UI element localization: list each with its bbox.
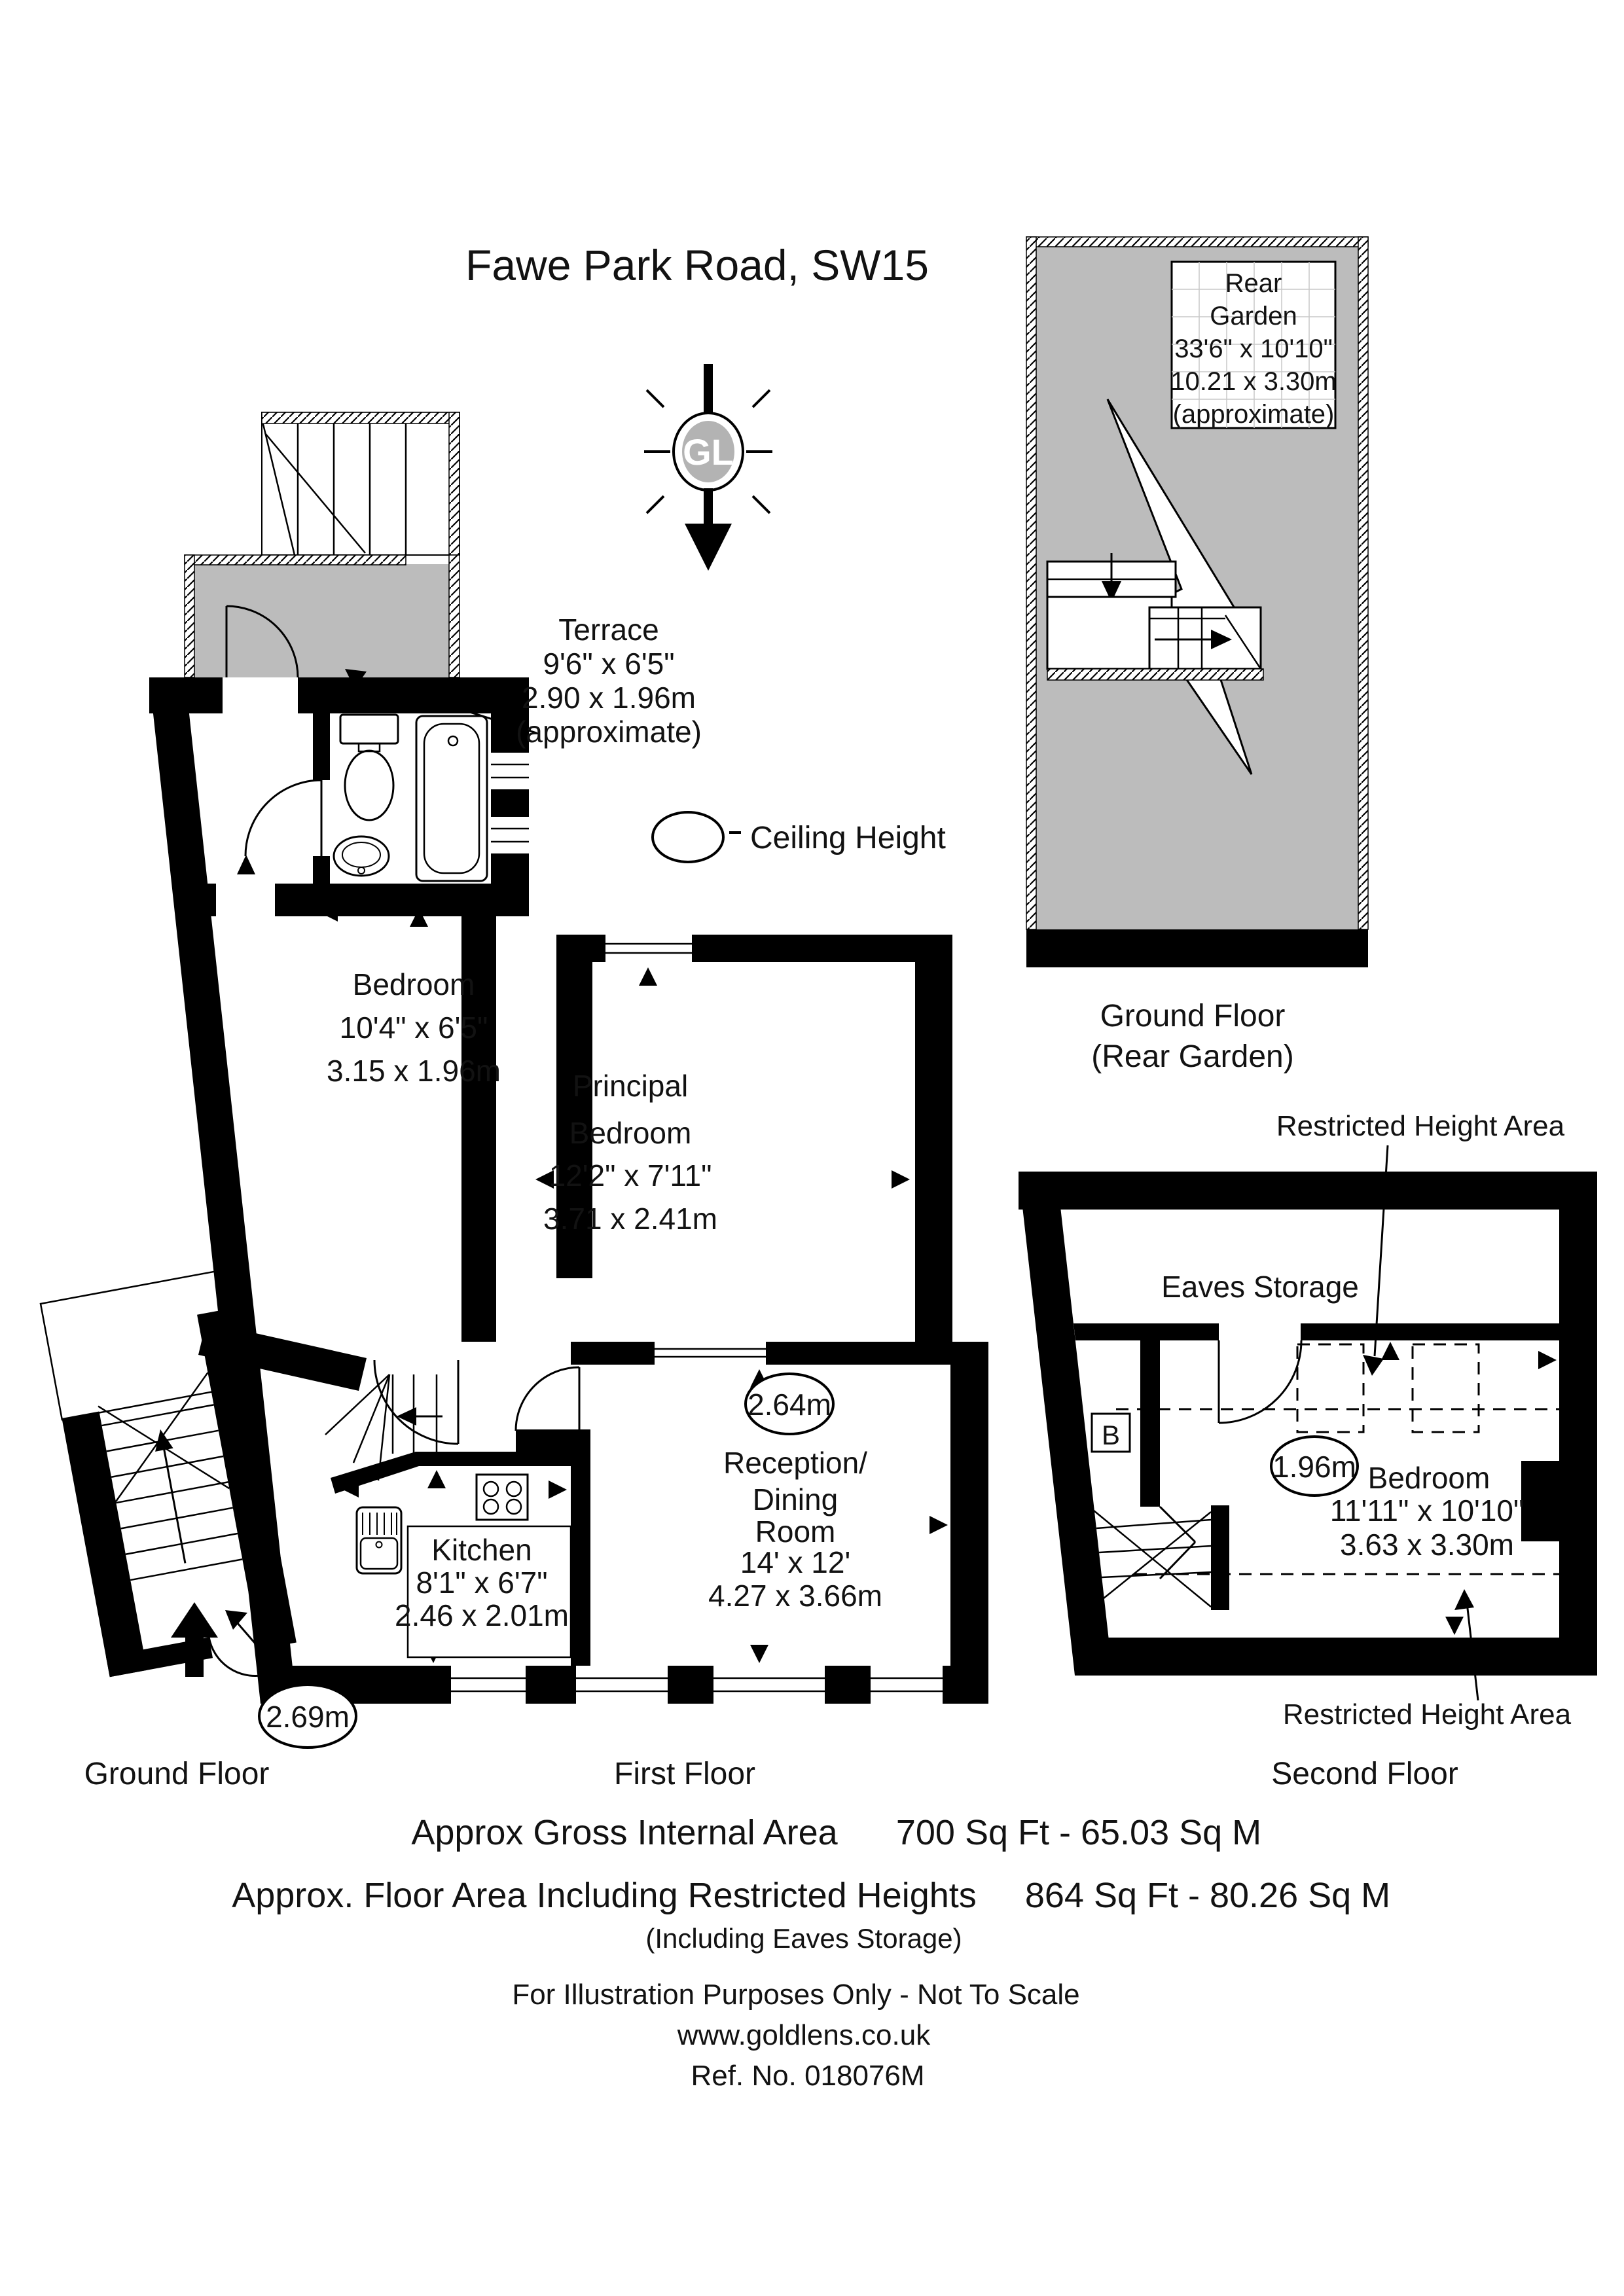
svg-text:10'4" x 6'5": 10'4" x 6'5" xyxy=(339,1011,488,1045)
opening-arrow-down xyxy=(750,1645,768,1663)
reception-wall-right xyxy=(950,1342,988,1704)
svg-text:2.69m: 2.69m xyxy=(266,1700,350,1734)
basin-icon xyxy=(334,836,389,876)
entrance-arrow-icon xyxy=(171,1602,218,1677)
svg-text:11'11" x 10'10": 11'11" x 10'10" xyxy=(1329,1494,1525,1528)
sf-ceiling-height xyxy=(1271,1437,1358,1496)
website: www.goldlens.co.uk xyxy=(677,2019,931,2051)
svg-text:12'2" x 7'11": 12'2" x 7'11" xyxy=(549,1158,712,1193)
bathroom-wall-left-b xyxy=(313,856,330,884)
reception-dining-room xyxy=(571,1342,988,1704)
terrace-stairs xyxy=(262,412,460,555)
window xyxy=(451,1666,526,1704)
opening-arrow-right xyxy=(929,1516,948,1534)
disclaimer: For Illustration Purposes Only - Not To Scale xyxy=(512,1979,1080,2011)
boiler-box xyxy=(1092,1414,1130,1452)
ceiling-height-legend xyxy=(653,812,946,862)
svg-text:(approximate): (approximate) xyxy=(516,715,702,749)
svg-text:Dining: Dining xyxy=(752,1482,839,1516)
first-floor-plan xyxy=(149,412,988,1704)
svg-text:Reception/: Reception/ xyxy=(723,1446,867,1480)
north-arrow-icon xyxy=(685,524,732,571)
sf-wall-bottom xyxy=(1075,1638,1597,1676)
svg-text:Bedroom: Bedroom xyxy=(352,967,475,1001)
opening-arrow-down xyxy=(1445,1617,1464,1635)
page-title: Fawe Park Road, SW15 xyxy=(465,241,929,289)
ground-floor-caption: Ground Floor xyxy=(84,1757,270,1791)
eaves-storage-label: Eaves Storage xyxy=(1161,1270,1359,1304)
garden-caption-line1: Ground Floor xyxy=(1100,999,1286,1033)
hall-wall-stub xyxy=(516,1429,590,1454)
svg-text:Restricted Height Area: Restricted Height Area xyxy=(1282,1698,1572,1731)
reception-partition-window xyxy=(655,1342,766,1365)
svg-text:1.96m: 1.96m xyxy=(1272,1450,1356,1484)
bedroom-divider-wall xyxy=(461,884,496,1342)
restricted-area-value: 864 Sq Ft - 80.26 Sq M xyxy=(1024,1876,1391,1915)
garden-label-box xyxy=(1170,262,1337,429)
garden-wall-left xyxy=(1026,237,1036,929)
svg-text:2.46 x 2.01m: 2.46 x 2.01m xyxy=(395,1598,569,1632)
sf-closet-wall xyxy=(1140,1340,1160,1507)
principal-window xyxy=(605,935,692,962)
gross-area-value: 700 Sq Ft - 65.03 Sq M xyxy=(895,1813,1262,1852)
opening-arrow-up xyxy=(427,1470,446,1488)
principal-bedroom xyxy=(535,935,952,1344)
hall-opening-arrow xyxy=(237,855,255,874)
svg-text:Restricted Height Area: Restricted Height Area xyxy=(1276,1110,1565,1142)
svg-text:Terrace: Terrace xyxy=(558,613,659,647)
first-floor-caption: First Floor xyxy=(614,1757,755,1791)
opening-arrow-right xyxy=(892,1170,910,1189)
opening-arrow-up xyxy=(1381,1342,1399,1360)
svg-text:9'6" x 6'5": 9'6" x 6'5" xyxy=(543,647,675,681)
including-note: (Including Eaves Storage) xyxy=(645,1923,962,1954)
svg-text:8'1" x 6'7": 8'1" x 6'7" xyxy=(416,1566,548,1600)
bathtub-icon xyxy=(416,716,487,881)
svg-text:3.63 x 3.30m: 3.63 x 3.30m xyxy=(1340,1528,1514,1562)
opening-arrow-right xyxy=(1538,1351,1557,1369)
svg-text:(approximate): (approximate) xyxy=(1172,400,1335,429)
footer xyxy=(232,1813,1390,2092)
wall-top xyxy=(149,677,529,713)
eaves-door xyxy=(1219,1340,1301,1423)
window xyxy=(713,1666,825,1704)
sf-divider-left xyxy=(1074,1323,1219,1340)
restricted-area-label: Approx. Floor Area Including Restricted Heights xyxy=(232,1876,977,1915)
compass-logo: GL xyxy=(683,431,734,473)
sf-stairs xyxy=(1094,1505,1229,1610)
svg-text:3.71 x 2.41m: 3.71 x 2.41m xyxy=(543,1202,717,1236)
reference-number: Ref. No. 018076M xyxy=(691,2060,925,2092)
opening-arrow-up xyxy=(639,967,657,986)
svg-text:3.15 x 1.96m: 3.15 x 1.96m xyxy=(327,1054,501,1088)
svg-text:Bedroom: Bedroom xyxy=(1367,1461,1490,1495)
rear-garden-plan xyxy=(1026,237,1368,1074)
svg-text:2.64m: 2.64m xyxy=(748,1388,831,1422)
closet-door xyxy=(1160,1507,1195,1579)
kitchen-divider-wall xyxy=(571,1452,590,1666)
principal-wall-right xyxy=(915,935,952,1344)
bathroom-door xyxy=(245,780,321,856)
svg-text:14' x 12': 14' x 12' xyxy=(740,1545,851,1579)
sf-wall-right xyxy=(1559,1172,1597,1676)
first-floor-bottom-wall xyxy=(262,1666,988,1704)
window xyxy=(576,1666,668,1704)
sf-divider-right xyxy=(1301,1323,1559,1340)
window xyxy=(871,1666,943,1704)
garden-wall-right xyxy=(1358,237,1368,929)
bathroom-wall-left-a xyxy=(313,713,330,780)
hall-door xyxy=(516,1367,579,1431)
svg-text:2.90 x 1.96m: 2.90 x 1.96m xyxy=(522,681,696,715)
svg-text:Room: Room xyxy=(755,1515,836,1549)
second-floor-caption: Second Floor xyxy=(1271,1757,1458,1791)
svg-text:Garden: Garden xyxy=(1210,302,1297,331)
hob-icon xyxy=(477,1475,528,1520)
gross-area-label: Approx Gross Internal Area xyxy=(411,1813,838,1852)
toilet-icon xyxy=(340,715,398,820)
sf-wall-recess xyxy=(1521,1461,1559,1541)
svg-text:Kitchen: Kitchen xyxy=(431,1533,532,1567)
ceiling-height-label: Ceiling Height xyxy=(750,821,946,855)
kitchen xyxy=(331,1452,590,1666)
garden-caption-line2: (Rear Garden) xyxy=(1091,1039,1294,1074)
opening-arrow-right xyxy=(549,1480,567,1499)
svg-text:Bedroom: Bedroom xyxy=(569,1116,692,1150)
garden-wall-top xyxy=(1026,237,1368,247)
second-floor-plan xyxy=(1019,1110,1597,1731)
svg-text:33'6" x 10'10": 33'6" x 10'10" xyxy=(1174,334,1333,363)
svg-text:4.27 x 3.66m: 4.27 x 3.66m xyxy=(708,1579,882,1613)
svg-text:Principal: Principal xyxy=(572,1069,689,1103)
rear-garden-label: Rear xyxy=(1225,269,1282,298)
garden-wall-bottom xyxy=(1026,929,1368,967)
sf-wall-top xyxy=(1019,1172,1597,1210)
compass-icon xyxy=(644,364,772,571)
svg-text:B: B xyxy=(1101,1420,1121,1450)
svg-text:10.21 x 3.30m: 10.21 x 3.30m xyxy=(1170,367,1337,396)
sink-icon xyxy=(357,1507,401,1573)
